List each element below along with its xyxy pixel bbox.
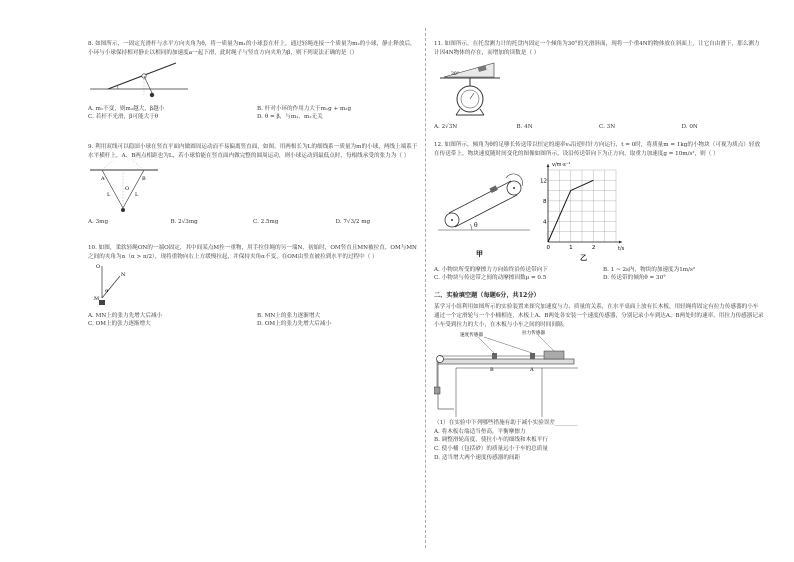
q9-double-string-figure — [88, 160, 168, 218]
q9-left-string — [102, 170, 123, 208]
lab-apparatus-figure — [434, 329, 584, 419]
question-8-options — [88, 105, 418, 121]
lab-sensor-a — [530, 353, 535, 359]
lab-label-b: B — [490, 367, 494, 374]
q12-y-arrow — [547, 164, 550, 167]
q9-label-o: O — [125, 186, 130, 193]
q10-label-alpha: α — [105, 287, 109, 294]
q12-y-label: v/m·s⁻¹ — [552, 162, 571, 169]
lab-cart — [544, 351, 564, 359]
q11-option-a: A. 2√3N — [434, 124, 458, 131]
q10-label-n: N — [121, 271, 126, 278]
q11-scale-figure — [434, 57, 514, 123]
section-2-q1-prompt: （1）在实验中下列哪些措施有助于减小实验误差________ — [434, 420, 578, 427]
question-8-stem: 8. 如图所示，一固定光滑杆与水平方向夹角为θ，将一质量为m₁的小球套在杆上，通过轻绳连接一个质量为m₂的小球，静止释放后，小环与小球保持相对静止以相同的加速度a一起下滑，此时绳子与竖直方向夹角为β，则下列说法正确的是（） — [88, 41, 416, 56]
y-tick-label: 12 — [540, 178, 547, 185]
section-2-question-1 — [434, 419, 764, 462]
y-tick-label: 8 — [543, 199, 547, 206]
q8-option-d: D. θ = β，与m₁、m₂无关 — [257, 114, 323, 121]
question-11-options — [434, 123, 764, 131]
question-9 — [88, 143, 418, 160]
q10-weight — [99, 300, 105, 305]
question-9-stem: 9. 利用双线可以稳固小球在竖直平面内做圆周运动而不易偏离竖直面，如图，用两根长为L的细线系一质量为m的小球，两线上端系于水平横杆上，A、B两点相距也为L，若小球恰能在竖直面内做完整的圆周运动，则小球运动到最低点时，每根线承受的张力为（ ） — [88, 144, 418, 159]
q12-chart-grid — [548, 170, 616, 242]
q9-label-l-right: L — [135, 192, 139, 199]
q12-theta-arc — [470, 224, 472, 230]
section-2-item-d: D. 适当增大两个速度传感器的间距 — [434, 454, 521, 461]
q11-option-b: B. 4N — [516, 124, 533, 131]
column-divider — [425, 28, 426, 548]
q12-x-arrow — [619, 241, 622, 244]
q12-belt-bottom — [455, 195, 517, 230]
section-2-item-c: C. 使小桶（包括砂）的质量远小于车的总质量 — [434, 445, 548, 452]
question-8 — [88, 40, 418, 57]
q10-option-c: C. OM上的张力逐渐增大 — [88, 320, 151, 327]
q10-option-b: B. MN上的张力逐渐增大 — [257, 312, 321, 319]
q8-option-a: A. m₁不变，则m₂越大，β越小 — [88, 106, 165, 113]
question-10 — [88, 244, 418, 261]
q8-option-b: B. 杆对小环的作用力大于m₁g + m₂g — [257, 106, 352, 113]
q12-conveyor-figure — [434, 164, 534, 264]
q12-option-d: D. 传送带的倾角θ = 30° — [603, 275, 666, 282]
q10-rope-figure — [88, 262, 148, 312]
q9-option-c: C. 2.5mg — [253, 219, 279, 226]
q12-figures — [434, 158, 764, 266]
q10-mn-segment — [102, 276, 120, 298]
q8-option-c: C. 若杆不光滑，β可能大于θ — [88, 114, 159, 121]
q11-option-d: D. 0N — [681, 124, 698, 131]
q12-label-yi: 乙 — [580, 253, 587, 263]
q12-option-b: B. 1 ~ 2s内，物块的加速度为1m/s² — [603, 267, 696, 274]
q9-label-l-left: L — [107, 192, 111, 199]
q12-option-a: A. 小物块所受的摩擦力方向始终沿传送带向下 — [434, 267, 548, 274]
section-2-item-a: A. 将木板右端适当垫高，平衡摩擦力 — [434, 428, 526, 435]
q12-option-c: C. 小物块与传送带之间的动摩擦因数μ = 0.5 — [434, 275, 547, 282]
question-12-stem: 12. 如图所示，倾角为θ的足够长传送带以恒定的速率v₀沿逆时针方向运行，t = 0时，将质量m = 1kg的小物块（可视为质点）轻放在传送带上，物块速度随时间变化的图像如图所示，设沿传送带向下为正方向，取重力加速度g = 10m/s²，则（ ） — [434, 142, 761, 157]
q8-ball — [150, 93, 154, 97]
q9-option-d: D. 7√3/2 mg — [335, 219, 371, 226]
question-12-options — [434, 266, 764, 282]
section-2-paragraph — [434, 303, 764, 329]
q10-option-d: D. OM上的张力先增大后减小 — [257, 320, 332, 327]
q12-vt-chart — [538, 158, 630, 266]
question-9-options — [88, 218, 418, 226]
question-10-stem: 10. 如图，柔软轻绳ON的一端O固定，其中间某点M拴一重物，用手拉住绳的另一端N，初始时，OM竖直且MN被拉直，OM与MN之间的夹角为α（α > π/2），现将重物向右上方缓慢拉起，并保持夹角α不变，在OM由竖直被拉到水平的过程中（ ） — [88, 245, 417, 260]
lab-label-a: A — [530, 367, 534, 374]
q12-x-label: t/s — [618, 246, 625, 253]
x-tick-label: 2 — [591, 245, 596, 252]
y-tick-label: 4 — [543, 219, 547, 226]
lab-bucket — [434, 387, 440, 394]
section-2-item-b: B. 调整滑轮高度，使拉小车的细线和木板平行 — [434, 437, 548, 444]
question-11-stem: 11. 如图所示，在托盘测力计的托盘内固定一个倾角为30°的光滑斜面，现将一个重4N的物体放在斜面上，让它自由滑下，那么测力计因4N物体的存在，而增加的读数是（ ） — [434, 41, 760, 56]
lab-force-sensor-label: 拉力传感器 — [522, 331, 545, 337]
q12-belt-top — [449, 181, 511, 213]
question-11 — [434, 40, 764, 57]
q12-theta-label: θ — [474, 222, 478, 230]
section-2-title: 二、实验填空题（每题6分，共12分） — [434, 292, 540, 300]
q11-option-c: C. 3N — [599, 124, 616, 131]
q8-rod-figure — [88, 57, 208, 105]
x-tick-label: 0 — [546, 245, 550, 252]
lab-sensor-b — [492, 353, 497, 359]
q8-string — [144, 76, 152, 93]
lab-speed-sensor-label: 速度传感器 — [460, 333, 483, 339]
question-10-options — [88, 312, 418, 328]
q10-label-o: O — [96, 263, 101, 270]
q11-angle-label: 30° — [451, 72, 459, 78]
q9-ball — [121, 208, 125, 212]
q9-label-a: A — [101, 176, 105, 183]
q10-option-a: A. MN上的张力先增大后减小 — [88, 312, 163, 319]
q9-option-b: B. 2√3mg — [170, 219, 198, 226]
q12-label-jia: 甲 — [476, 249, 483, 259]
lab-board — [438, 359, 574, 364]
q8-angle-arc — [117, 86, 118, 89]
section-2-text: 某学习小组利用如图所示的实验装置来探究加速度与力、质量的关系，在水平桌面上放有长木板，用轻绳将固定有拉力传感器的小车通过一个定滑轮与一个小桶相连，木板上A、B两处各安装一个速度传感器，分别记录小车到达A、B两处时的速率，用拉力传感器记录小车受到拉力的大小，在木板与小车之间的时间间隔。 — [434, 304, 764, 328]
q10-label-m: M — [94, 295, 100, 302]
q9-option-a: A. 3mg — [88, 219, 109, 226]
question-12 — [434, 141, 764, 158]
left-column — [88, 40, 418, 328]
right-column — [434, 40, 764, 462]
lab-pulley — [437, 356, 444, 363]
q9-label-b: B — [142, 176, 146, 183]
x-tick-label: 1 — [569, 245, 573, 252]
